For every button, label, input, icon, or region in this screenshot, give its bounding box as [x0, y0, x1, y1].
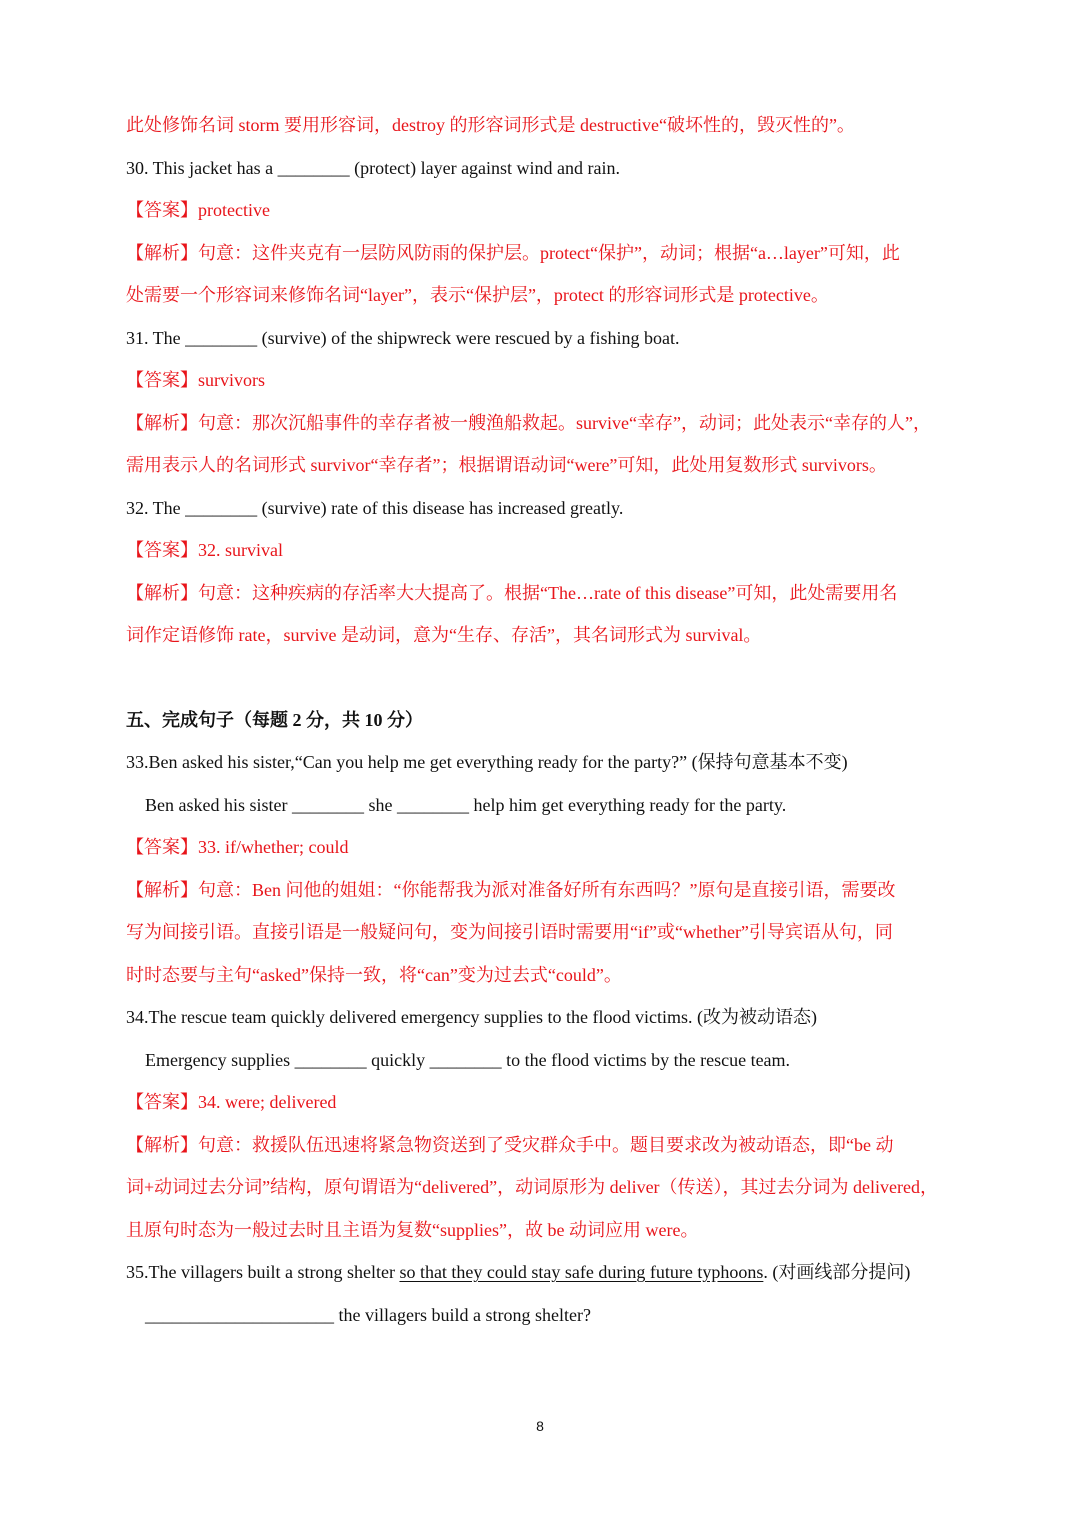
- question-35-rewrite: _____________________ the villagers build a strong shelter?: [145, 1304, 591, 1325]
- question-35: [126, 1251, 948, 1294]
- question-34: 34.The rescue team quickly delivered emergency supplies to the flood victims. (改为被动语态): [126, 1007, 817, 1027]
- answer-32: 【答案】32. survival: [126, 540, 283, 560]
- answer-33: 【答案】33. if/whether; could: [126, 837, 349, 857]
- answer-30: 【答案】protective: [126, 200, 270, 220]
- question-35-underlined-part: so that they could stay safe during future typhoons: [399, 1262, 764, 1282]
- explanation-30-line2: 处需要一个形容词来修饰名词“layer”，表示“保护层”，protect 的形容词形式是 protective。: [126, 285, 829, 305]
- question-33: 33.Ben asked his sister,“Can you help me get everything ready for the party?” (保持句意基本不变): [126, 752, 848, 772]
- explanation-32-line2: 词作定语修饰 rate，survive 是动词，意为“生存、存活”，其名词形式为 survival。: [126, 625, 762, 645]
- page-number: 8: [536, 1418, 544, 1434]
- question-32: 32. The ________ (survive) rate of this disease has increased greatly.: [126, 497, 624, 518]
- explanation-31-line1: 【解析】句意：那次沉船事件的幸存者被一艘渔船救起。survive“幸存”，动词；此处表示“幸存的人”，: [126, 412, 931, 433]
- question-34-rewrite: Emergency supplies ________ quickly ________ to the flood victims by the rescue team.: [145, 1049, 791, 1070]
- document-page: [126, 104, 948, 1336]
- question-30: 30. This jacket has a ________ (protect) layer against wind and rain.: [126, 157, 621, 178]
- explanation-31-line2: 需用表示人的名词形式 survivor“幸存者”；根据谓语动词“were”可知，此处用复数形式 survivors。: [126, 455, 887, 475]
- question-33-rewrite: Ben asked his sister ________ she ________ help him get everything ready for the party.: [145, 794, 787, 815]
- answer-31: 【答案】survivors: [126, 370, 265, 390]
- section-5-heading: 五、完成句子（每题 2 分，共 10 分）: [126, 709, 423, 730]
- explanation-33-line1: 【解析】句意：Ben 问他的姐姐：“你能帮我为派对准备好所有东西吗？”原句是直接引语，需要改: [126, 879, 896, 900]
- explanation-33-line3: 时时态要与主句“asked”保持一致，将“can”变为过去式“could”。: [126, 964, 622, 985]
- answer-34: 【答案】34. were; delivered: [126, 1092, 337, 1112]
- question-35-suffix: . (对画线部分提问): [763, 1262, 911, 1282]
- question-35-prefix: 35.The villagers built a strong shelter: [126, 1262, 400, 1282]
- explanation-33-line2: 写为间接引语。直接引语是一般疑问句，变为间接引语时需要用“if”或“whether”引导宾语从句，同: [126, 922, 893, 942]
- explanation-29-tail: 此处修饰名词 storm 要用形容词，destroy 的形容词形式是 destructive“破坏性的，毁灭性的”。: [126, 115, 855, 135]
- explanation-34-line3: 且原句时态为一般过去时且主语为复数“supplies”，故 be 动词应用 were。: [126, 1219, 699, 1240]
- explanation-34-line1: 【解析】句意：救援队伍迅速将紧急物资送到了受灾群众手中。题目要求改为被动语态，即“be 动: [126, 1134, 894, 1155]
- explanation-30-line1: 【解析】句意：这件夹克有一层防风防雨的保护层。protect“保护”，动词；根据“a…layer”可知，此: [126, 242, 900, 263]
- explanation-34-line2: 词+动词过去分词”结构，原句谓语为“delivered”，动词原形为 deliver（传送），其过去分词为 delivered，: [126, 1177, 939, 1197]
- explanation-32-line1: 【解析】句意：这种疾病的存活率大大提高了。根据“The…rate of this disease”可知，此处需要用名: [126, 582, 898, 603]
- question-31: 31. The ________ (survive) of the shipwreck were rescued by a fishing boat.: [126, 327, 680, 348]
